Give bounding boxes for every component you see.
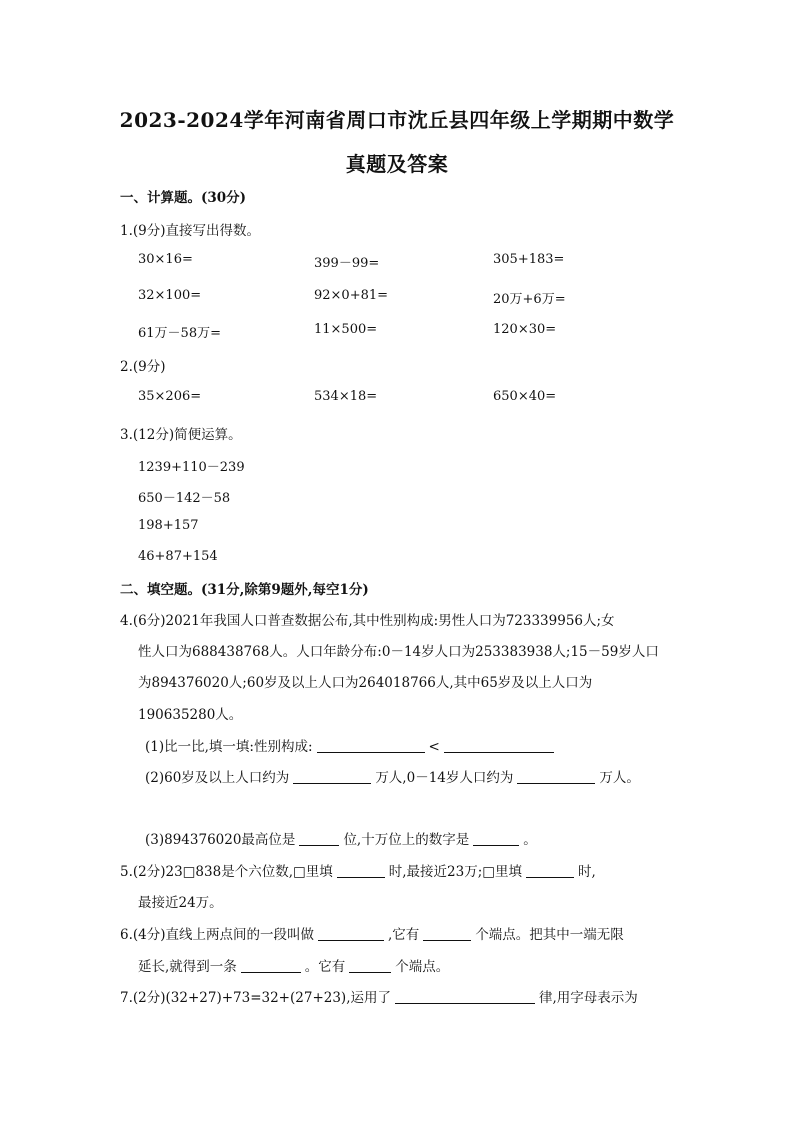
q1-expr: 92×0+81= bbox=[314, 288, 389, 303]
q1-expr: 11×500= bbox=[314, 322, 378, 337]
q4-sub1-text: (1)比一比,填一填:性别构成: bbox=[145, 739, 313, 755]
answer-blank[interactable] bbox=[241, 958, 301, 973]
q4-sub3-b: 位,十万位上的数字是 bbox=[343, 832, 470, 848]
q6-f: 个端点。 bbox=[395, 959, 450, 975]
q1-expr: 20万+6万= bbox=[493, 292, 566, 307]
less-than-sign: < bbox=[428, 739, 440, 755]
q1-expr: 30×16= bbox=[138, 252, 193, 267]
section2-heading: 二、填空题。(31分,除第9题外,每空1分) bbox=[120, 582, 369, 598]
q2-expr: 35×206= bbox=[138, 389, 202, 404]
q6-c: 个端点。把其中一端无限 bbox=[475, 927, 624, 943]
q3-item: 198+157 bbox=[138, 518, 199, 533]
q4-sub2-c: 万人。 bbox=[599, 770, 640, 786]
q6-line1 bbox=[120, 923, 624, 943]
answer-blank[interactable] bbox=[299, 831, 339, 846]
q5-line1 bbox=[120, 860, 596, 880]
answer-blank[interactable] bbox=[473, 831, 519, 846]
answer-blank[interactable] bbox=[517, 769, 595, 784]
q3-item: 650－142－58 bbox=[138, 491, 231, 506]
q5-a: 5.(2分)23□838是个六位数,□里填 bbox=[120, 864, 333, 880]
answer-blank[interactable] bbox=[423, 926, 471, 941]
q3-item: 1239+110－239 bbox=[138, 460, 245, 475]
q5-line2: 最接近24万。 bbox=[138, 895, 223, 911]
page-title-line2: 真题及答案 bbox=[345, 152, 449, 176]
q4-sub3-a: (3)894376020最高位是 bbox=[145, 832, 296, 848]
section1-heading: 一、计算题。(30分) bbox=[120, 190, 247, 206]
q4-sub1 bbox=[145, 735, 558, 755]
answer-blank[interactable] bbox=[318, 926, 384, 941]
q1-expr: 305+183= bbox=[493, 252, 565, 267]
q3-stem: 3.(12分)简便运算。 bbox=[120, 427, 242, 443]
page-title-line1: 2023-2024学年河南省周口市沈丘县四年级上学期期中数学 bbox=[119, 108, 675, 132]
q3-item: 46+87+154 bbox=[138, 549, 218, 564]
answer-blank[interactable] bbox=[349, 958, 391, 973]
q4-line4: 190635280人。 bbox=[138, 707, 243, 723]
q1-expr: 120×30= bbox=[493, 322, 557, 337]
q4-sub2 bbox=[145, 766, 640, 786]
q4-sub2-a: (2)60岁及以上人口约为 bbox=[145, 770, 290, 786]
q6-d: 延长,就得到一条 bbox=[138, 959, 237, 975]
q2-stem: 2.(9分) bbox=[120, 359, 166, 375]
q2-expr: 650×40= bbox=[493, 389, 557, 404]
q1-expr: 61万－58万= bbox=[138, 326, 221, 341]
answer-blank[interactable] bbox=[444, 738, 554, 753]
q4-sub3-c: 。 bbox=[523, 832, 537, 848]
answer-blank[interactable] bbox=[293, 769, 371, 784]
q4-sub2-b: 万人,0－14岁人口约为 bbox=[375, 770, 514, 786]
q4-line2: 性人口为688438768人。人口年龄分布:0－14岁人口为253383938人;15－59岁人口 bbox=[138, 644, 659, 660]
q5-b: 时,最接近23万;□里填 bbox=[388, 864, 523, 880]
answer-blank[interactable] bbox=[337, 863, 385, 878]
q6-line2 bbox=[138, 955, 449, 975]
q5-c: 时, bbox=[578, 864, 596, 880]
q4-line1: 4.(6分)2021年我国人口普查数据公布,其中性别构成:男性人口为723339956人;女 bbox=[120, 613, 615, 629]
q7-line1 bbox=[120, 986, 638, 1006]
answer-blank[interactable] bbox=[317, 738, 425, 753]
q7-a: 7.(2分)(32+27)+73=32+(27+23),运用了 bbox=[120, 990, 391, 1006]
q4-sub3 bbox=[145, 828, 537, 848]
q4-line3: 为894376020人;60岁及以上人口为264018766人,其中65岁及以上人口为 bbox=[138, 675, 593, 691]
answer-blank[interactable] bbox=[395, 989, 535, 1004]
q1-stem: 1.(9分)直接写出得数。 bbox=[120, 223, 261, 239]
q6-a: 6.(4分)直线上两点间的一段叫做 bbox=[120, 927, 315, 943]
q1-expr: 399－99= bbox=[314, 256, 380, 271]
q6-b: ,它有 bbox=[388, 927, 420, 943]
q2-expr: 534×18= bbox=[314, 389, 378, 404]
answer-blank[interactable] bbox=[526, 863, 574, 878]
q1-expr: 32×100= bbox=[138, 288, 202, 303]
q7-b: 律,用字母表示为 bbox=[539, 990, 638, 1006]
q6-e: 。它有 bbox=[304, 959, 346, 975]
